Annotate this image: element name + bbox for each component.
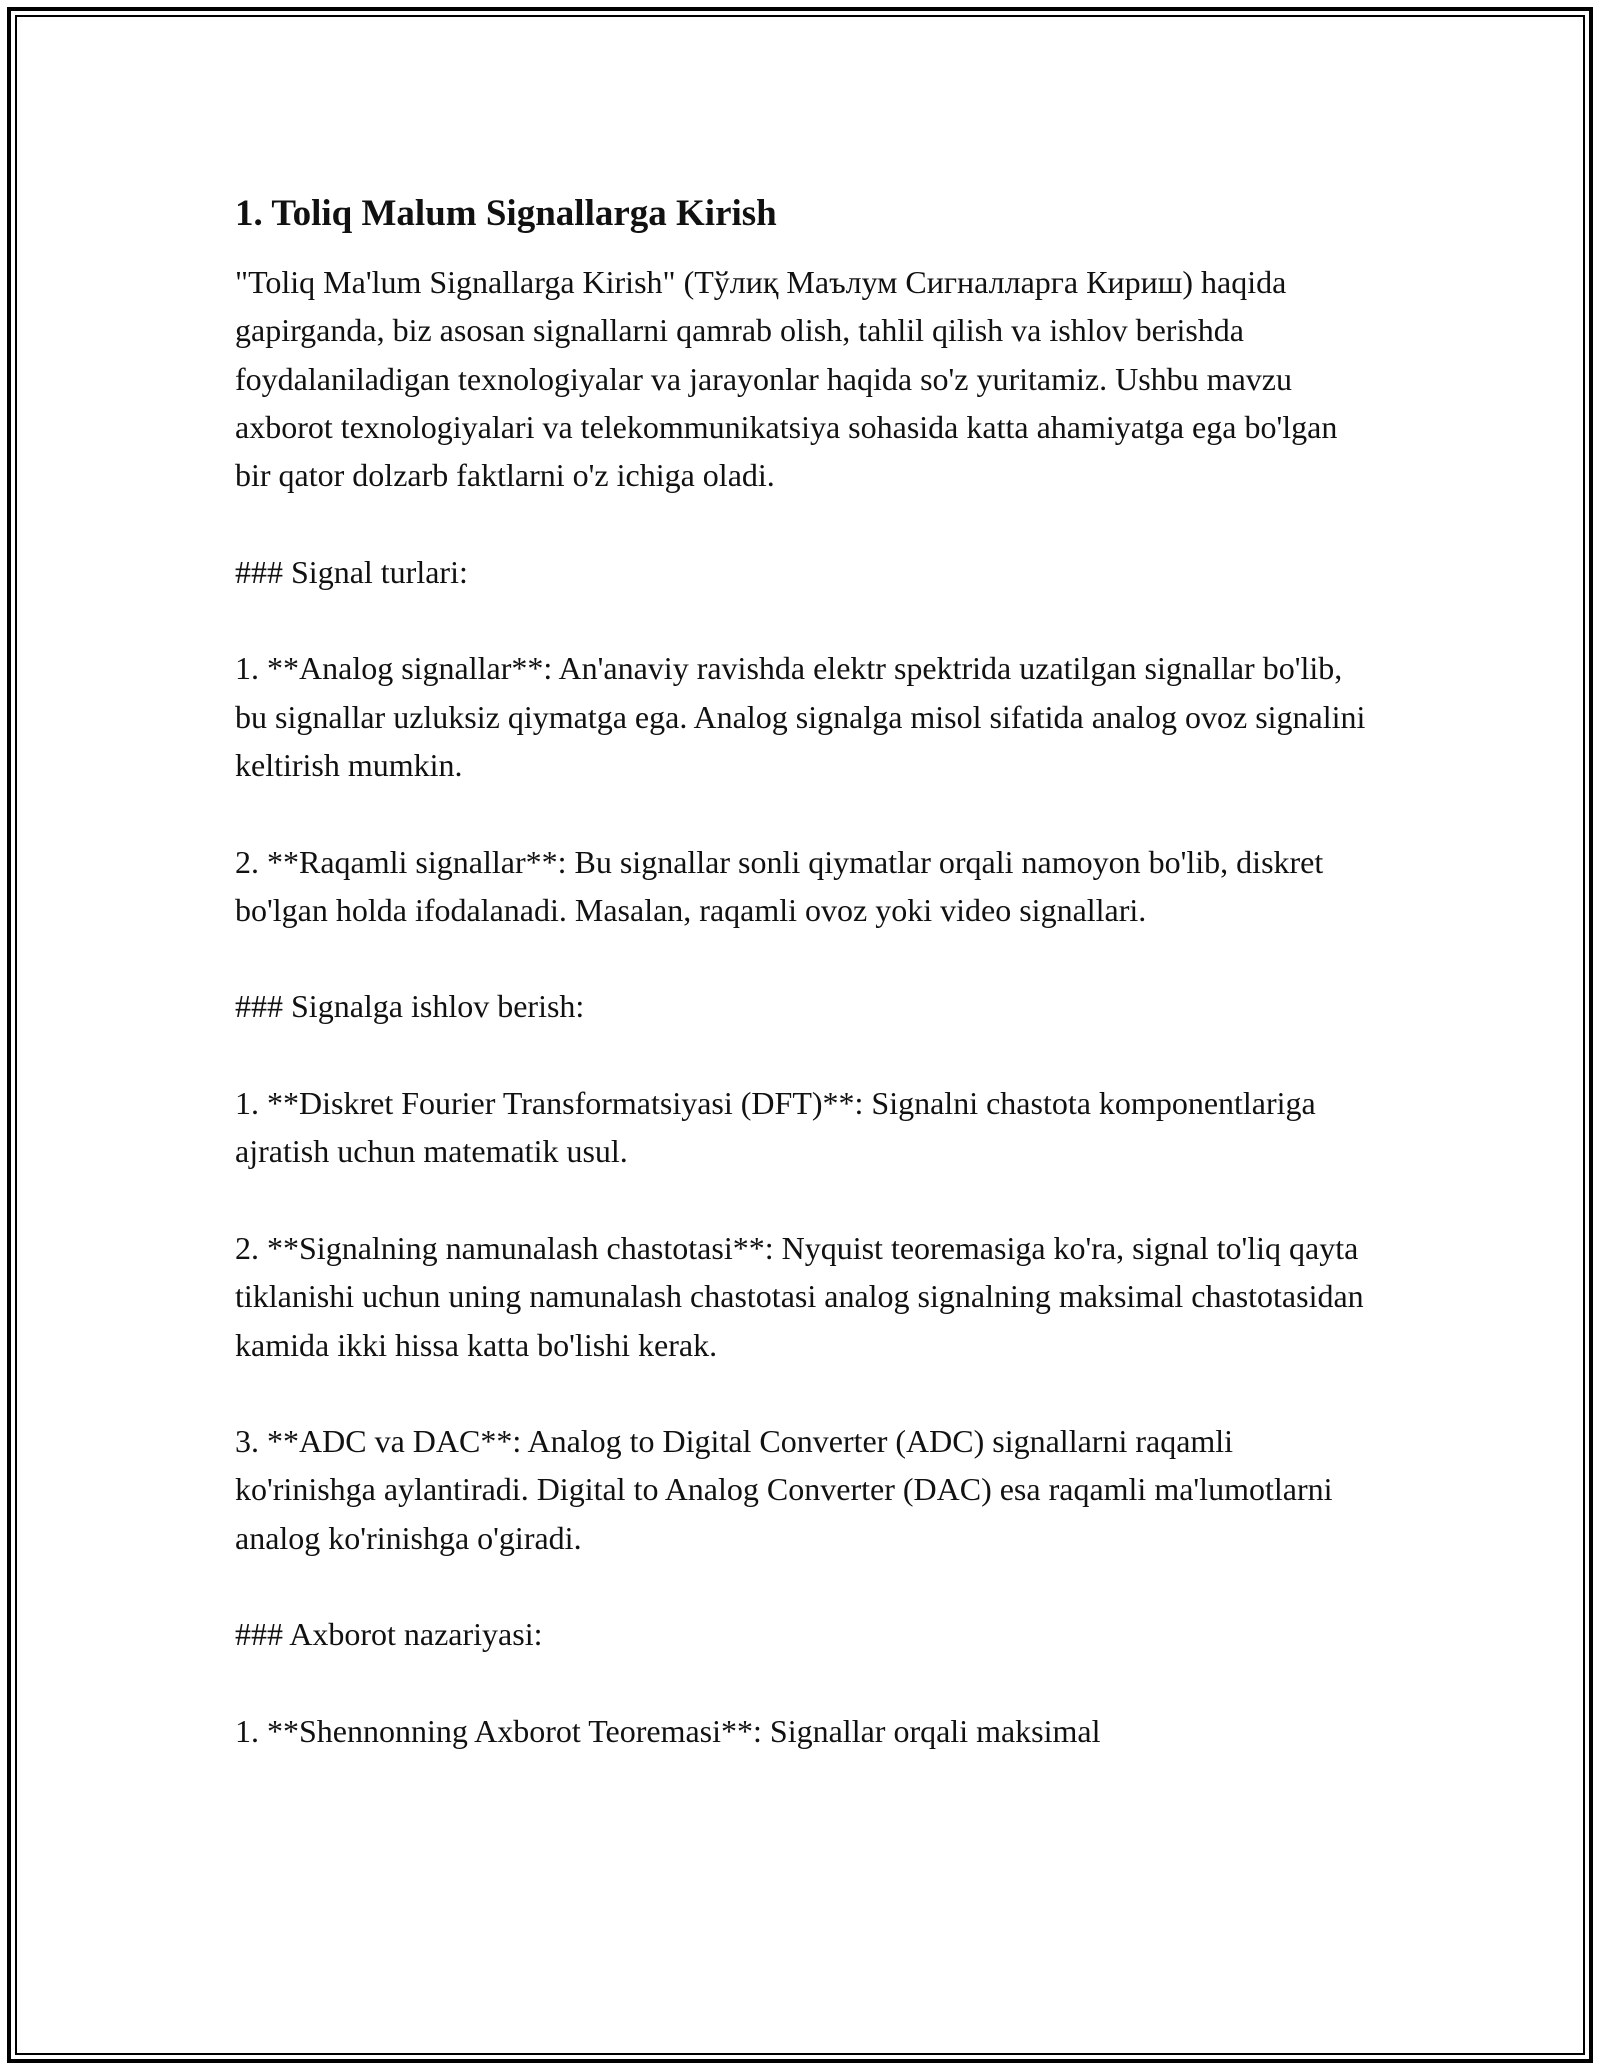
list-item-namunalash-chastotasi: 2. **Signalning namunalash chastotasi**: Nyquist teoremasiga ko'ra, signal to'liq qayta tiklanishi uchun uning namunalash chastotasi analog signalning maksimal chastotasidan kamida ikki hissa katta bo'lishi kerak. — [235, 1229, 1364, 1363]
list-item-adc-dac: 3. **ADC va DAC**: Analog to Digital Converter (ADC) signallarni raqamli ko'rinishga aylantiradi. Digital to Analog Converter (DAC) esa raqamli ma'lumotlarni analog ko'rinishga o'giradi. — [235, 1423, 1333, 1556]
list-item-dft: 1. **Diskret Fourier Transformatsiyasi (DFT)**: Signalni chastota komponentlariga ajratish uchun matematik usul. — [235, 1085, 1316, 1170]
list-item-raqamli-signallar: 2. **Raqamli signallar**: Bu signallar sonli qiymatlar orqali namoyon bo'lib, diskret bo'lgan holda ifodalanadi. Masalan, raqamli ovoz yoki video signallari. — [235, 843, 1324, 928]
intro-paragraph: "Toliq Ma'lum Signallarga Kirish" (Тўлиқ Маълум Сигналларга Кириш) haqida gapirganda, biz asosan signallarni qamrab olish, tahlil qilish va ishlov berishda foydalaniladigan texnologiyalar va jarayonlar haqida so'z yuritamiz. Ushbu mavzu axborot texnologiyalari va telekommunikatsiya sohasida katta ahamiyatga ega bo'lgan bir qator dolzarb faktlarni o'z ichiga oladi. — [235, 264, 1338, 494]
heading-signal-turlari: ### Signal turlari: — [235, 553, 468, 590]
heading-axborot-nazariyasi: ### Axborot nazariyasi: — [235, 1616, 543, 1653]
list-item-analog-signallar: 1. **Analog signallar**: An'anaviy ravishda elektr spektrida uzatilgan signallar bo'lib, bu signallar uzluksiz qiymatga ega. Analog signalga misol sifatida analog ovoz signalini keltirish mumkin. — [235, 650, 1366, 783]
heading-signalga-ishlov-berish: ### Signalga ishlov berish: — [235, 988, 585, 1025]
document-page — [235, 186, 1370, 1804]
list-item-shennon-teoremasi: 1. **Shennonning Axborot Teoremasi**: Signallar orqali maksimal — [235, 1712, 1101, 1749]
document-title: 1. Toliq Malum Signallarga Kirish — [235, 193, 777, 234]
